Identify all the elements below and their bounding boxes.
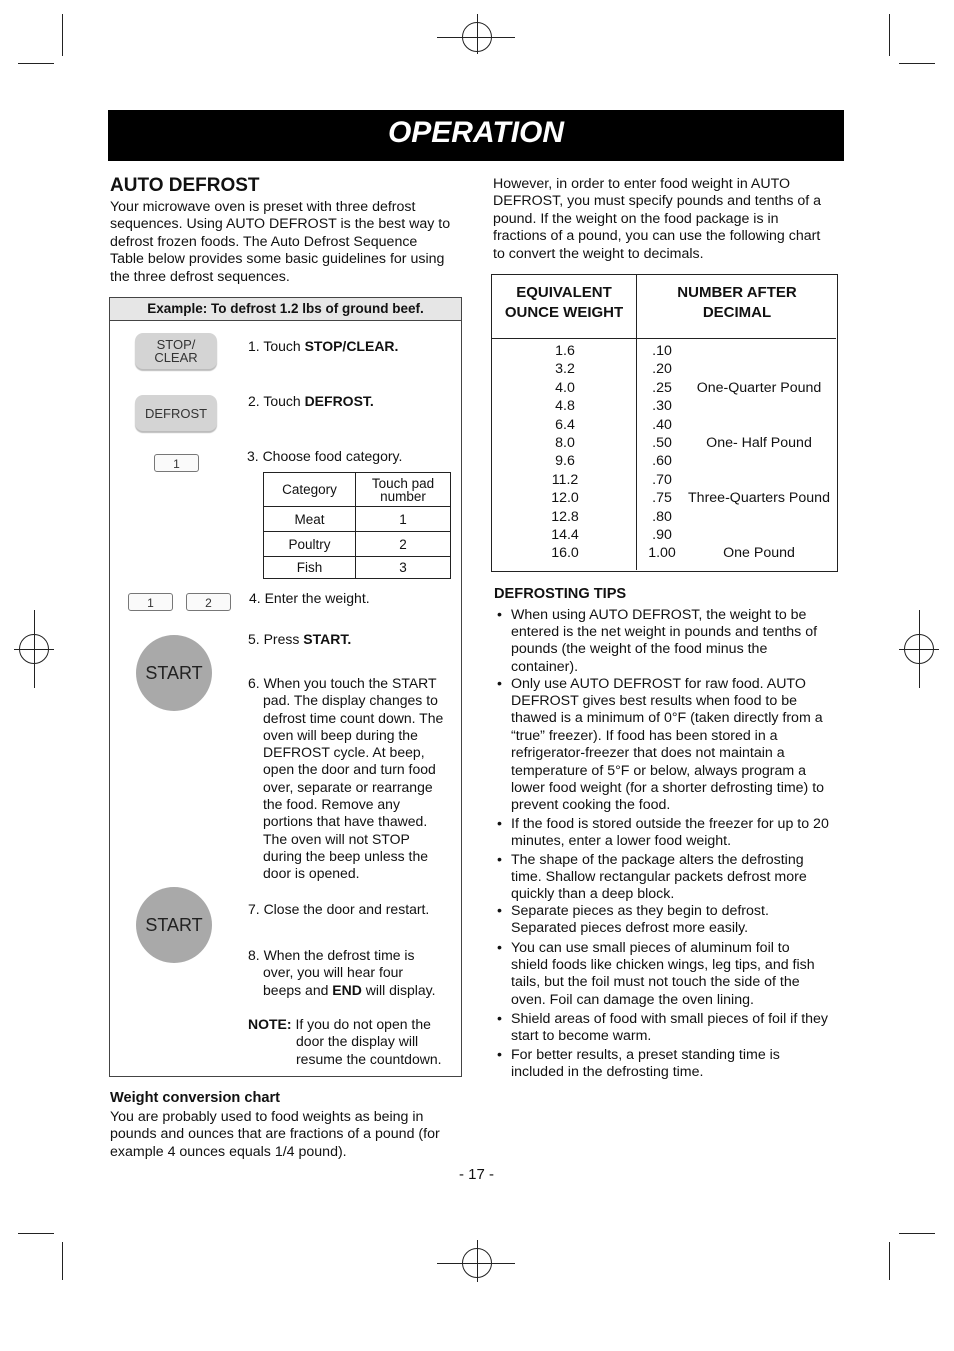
step-text: 2. Touch: [248, 393, 305, 409]
table-cell: .20: [652, 361, 672, 378]
weight-chart-text: [110, 1109, 462, 1161]
table-cell: .60: [652, 453, 672, 470]
decimal-column: [642, 342, 682, 563]
step-line: the food. Remove any: [263, 796, 400, 813]
table-cell: .80: [652, 508, 672, 525]
tip-line: lower food weight (for a shorter defrosting time) to: [511, 780, 825, 797]
fraction-label-column: [680, 342, 838, 563]
table-cell: Three-Quarters Pound: [688, 490, 830, 507]
number-cell: 2: [356, 532, 451, 557]
tip-item: [511, 903, 839, 937]
table-cell: .50: [652, 435, 672, 452]
bullet-icon: •: [497, 607, 502, 623]
note-line: [248, 1016, 458, 1033]
header-line: Touch pad: [371, 475, 435, 491]
table-header: [637, 275, 837, 322]
number-key-2: 2: [186, 593, 231, 611]
tip-item: [511, 1011, 839, 1045]
tip-line: For better results, a preset standing time is: [511, 1047, 780, 1063]
table-cell: .90: [652, 527, 672, 544]
start-key: [136, 635, 212, 711]
tip-line: You can use small pieces of aluminum foil to: [511, 940, 790, 956]
text-line: However, in order to enter food weight in AUTO: [493, 176, 791, 192]
step-text: 1. Touch: [248, 338, 305, 354]
tip-item: [511, 940, 839, 1009]
category-cell: Meat: [264, 507, 356, 532]
table-cell: One Pound: [723, 545, 795, 562]
step-key-name: DEFROST.: [304, 393, 374, 409]
category-table: [263, 472, 451, 579]
bullet-icon: •: [497, 940, 502, 956]
intro-line: the three defrost sequences.: [110, 268, 290, 285]
text-line: fractions of a pound, you can use the following chart: [493, 228, 821, 245]
table-row: [264, 507, 451, 532]
table-cell: .75: [652, 490, 672, 507]
number-key-1: 1: [154, 454, 199, 472]
tip-line: quickly than a deep block.: [511, 886, 675, 903]
table-cell: [680, 397, 838, 415]
step-3: 3. Choose food category.: [247, 448, 403, 464]
step-line: during the beep unless the: [263, 847, 429, 864]
tip-line: thawed is a minimum of 0°F (taken directly from a: [511, 710, 823, 727]
page-banner: [108, 110, 844, 161]
bullet-icon: •: [497, 852, 502, 868]
tip-item: [511, 676, 839, 815]
table-row: [264, 532, 451, 557]
number-cell: 1: [356, 507, 451, 532]
step-key-name: STOP/CLEAR.: [304, 338, 399, 354]
text-line: example 4 ounces equals 1/4 pound).: [110, 1143, 347, 1160]
tip-line: Separate pieces as they begin to defrost.: [511, 903, 769, 919]
step-6: [248, 675, 458, 883]
tip-line: The shape of the package alters the defrosting: [511, 852, 804, 868]
table-cell: 4.8: [555, 398, 575, 415]
intro-line: sequences. Using AUTO DEFROST is the best way to: [110, 216, 451, 233]
conversion-table: [491, 274, 838, 572]
tip-line: minutes, enter a lower food weight.: [511, 833, 732, 850]
header-line: OUNCE WEIGHT: [504, 303, 624, 321]
category-cell: Fish: [264, 557, 356, 579]
step-line: DEFROST cycle. At beep,: [263, 744, 425, 761]
step-line: door is opened.: [263, 865, 360, 882]
tip-line: shield foods like chicken wings, leg tips, and fish: [511, 957, 815, 974]
step-line: oven will beep during the: [263, 726, 418, 743]
table-cell: 1.00: [648, 545, 676, 562]
step-line: 6. When you touch the START: [248, 675, 437, 691]
key-label: DEFROST: [144, 405, 208, 421]
category-cell: Poultry: [264, 532, 356, 557]
step-text: will display.: [361, 981, 436, 998]
step-text: beeps and: [263, 981, 333, 998]
step-line: defrost time count down. The: [263, 709, 444, 726]
step-line: pad. The display changes to: [263, 692, 438, 709]
example-header: Example: To defrost 1.2 lbs of ground beef.: [110, 298, 461, 321]
display-word: END: [332, 981, 362, 998]
step-line: over, you will hear four: [263, 964, 404, 981]
text-line: to convert the weight to decimals.: [493, 245, 704, 262]
tip-line: Only use AUTO DEFROST for raw food. AUTO: [511, 676, 806, 692]
intro-line: Your microwave oven is preset with three defrost: [110, 199, 416, 215]
table-row: [264, 557, 451, 579]
table-cell: .30: [652, 398, 672, 415]
step-key-name: START.: [303, 631, 352, 647]
tip-line: container).: [511, 658, 579, 675]
table-cell: 3.2: [555, 361, 575, 378]
text-line: pounds and ounces that are fractions of a pound (for: [110, 1126, 440, 1143]
number-key-1: 1: [128, 593, 173, 611]
tip-line: refrigerator-freezer that does not maintain a: [511, 744, 785, 761]
tip-line: Separated pieces defrost more easily.: [511, 920, 749, 937]
table-cell: [680, 452, 838, 470]
note-line: door the display will: [296, 1033, 419, 1050]
step-line: over, separate or rearrange: [263, 778, 433, 795]
table-header: Category: [264, 473, 356, 507]
ounce-column: [492, 342, 638, 563]
header-line: number: [380, 488, 426, 504]
step-line: portions that have thawed.: [263, 813, 428, 830]
table-cell: 14.4: [551, 527, 579, 544]
tip-line: start to become warm.: [511, 1028, 652, 1045]
step-text: 5. Press: [248, 631, 304, 647]
bullet-icon: •: [497, 676, 502, 692]
tip-line: tails, but the foil must not touch the side of the: [511, 974, 800, 991]
table-header: [356, 473, 451, 507]
bullet-icon: •: [497, 816, 502, 832]
table-cell: One- Half Pound: [706, 434, 812, 451]
note-line: resume the countdown.: [296, 1050, 442, 1067]
step-8: [248, 947, 458, 999]
tip-item: [511, 852, 839, 904]
note: [248, 1016, 458, 1068]
table-cell: [680, 342, 838, 360]
tip-line: When using AUTO DEFROST, the weight to be: [511, 607, 807, 623]
page-title: OPERATION: [387, 116, 565, 149]
table-cell: [680, 360, 838, 378]
key-label: START: [145, 662, 203, 683]
tip-line: entered is the net weight in pounds and tenths of: [511, 624, 818, 641]
bullet-icon: •: [497, 1047, 502, 1063]
table-cell: [680, 471, 838, 489]
table-cell: 4.0: [555, 379, 575, 396]
table-cell: 6.4: [555, 416, 575, 433]
step-1: [248, 338, 398, 355]
tip-line: temperature of 5°F or below, always program a: [511, 763, 807, 780]
number-cell: 3: [356, 557, 451, 579]
table-cell: 9.6: [555, 453, 575, 470]
table-cell: One-Quarter Pound: [696, 379, 822, 396]
tip-line: If the food is stored outside the freezer for up to 20: [511, 816, 829, 832]
start-key: [136, 887, 212, 963]
intro-line: defrost frozen foods. The Auto Defrost Sequence: [110, 233, 418, 250]
key-label: CLEAR: [154, 350, 198, 365]
step-line: [248, 982, 458, 999]
weight-chart-heading: Weight conversion chart: [110, 1090, 281, 1106]
table-cell: .40: [652, 416, 672, 433]
tips-heading: DEFROSTING TIPS: [494, 586, 627, 602]
tip-line: included in the defrosting time.: [511, 1064, 704, 1081]
table-cell: 12.8: [551, 508, 579, 525]
step-5: [248, 631, 351, 648]
table-cell: 12.0: [551, 490, 579, 507]
tip-line: Shield areas of food with small pieces of foil if they: [511, 1011, 829, 1027]
defrost-key: [135, 395, 217, 431]
tip-item: [511, 816, 839, 850]
text-line: pound. If the weight on the food package is in: [493, 210, 779, 227]
text-line: DEFROST, you must specify pounds and tenths of a: [493, 193, 822, 210]
section-heading: AUTO DEFROST: [110, 175, 260, 196]
intro-line: Table below provides some basic guidelines for using: [110, 251, 445, 268]
page-number: - 17 -: [459, 1166, 495, 1183]
tip-line: DEFROST gives best results when food to be: [511, 693, 797, 710]
tip-item: [511, 1047, 839, 1081]
table-cell: [680, 508, 838, 526]
table-cell: 1.6: [555, 343, 575, 359]
table-cell: .10: [652, 343, 672, 359]
key-label: START: [145, 914, 203, 935]
table-cell: .25: [652, 379, 672, 396]
tip-line: oven. Foil can damage the oven lining.: [511, 991, 754, 1008]
table-header: [492, 275, 636, 322]
intro-paragraph: [110, 199, 462, 286]
header-line: DECIMAL: [702, 303, 772, 321]
note-label: NOTE:: [248, 1016, 292, 1032]
tip-line: time. Shallow rectangular packets defrost more: [511, 869, 807, 886]
step-line: The oven will not STOP: [263, 830, 410, 847]
table-cell: [680, 416, 838, 434]
tip-line: pounds (the weight of the food minus the: [511, 641, 768, 658]
step-2: [248, 393, 374, 410]
table-cell: 8.0: [555, 435, 575, 452]
header-line: NUMBER AFTER: [677, 284, 797, 301]
note-text: If you do not open the: [291, 1016, 431, 1032]
step-7: 7. Close the door and restart.: [248, 901, 430, 917]
step-line: 8. When the defrost time is: [248, 947, 415, 963]
tip-line: prevent cooking the food.: [511, 797, 671, 814]
step-line: open the door and turn food: [263, 761, 436, 778]
stop-clear-key: [135, 333, 217, 369]
step-4: 4. Enter the weight.: [249, 590, 370, 606]
tip-item: [511, 607, 839, 676]
tip-line: “true” freezer). If food has been stored in a: [511, 727, 778, 744]
right-intro: [493, 176, 839, 263]
text-line: You are probably used to food weights as being in: [110, 1109, 424, 1125]
table-cell: 11.2: [551, 471, 579, 488]
bullet-icon: •: [497, 903, 502, 919]
header-line: EQUIVALENT: [516, 284, 612, 301]
key-label: STOP/: [156, 337, 196, 352]
table-cell: 16.0: [551, 545, 579, 562]
table-cell: .70: [652, 471, 672, 488]
table-cell: [680, 526, 838, 544]
bullet-icon: •: [497, 1011, 502, 1027]
header-divider: [492, 338, 836, 339]
